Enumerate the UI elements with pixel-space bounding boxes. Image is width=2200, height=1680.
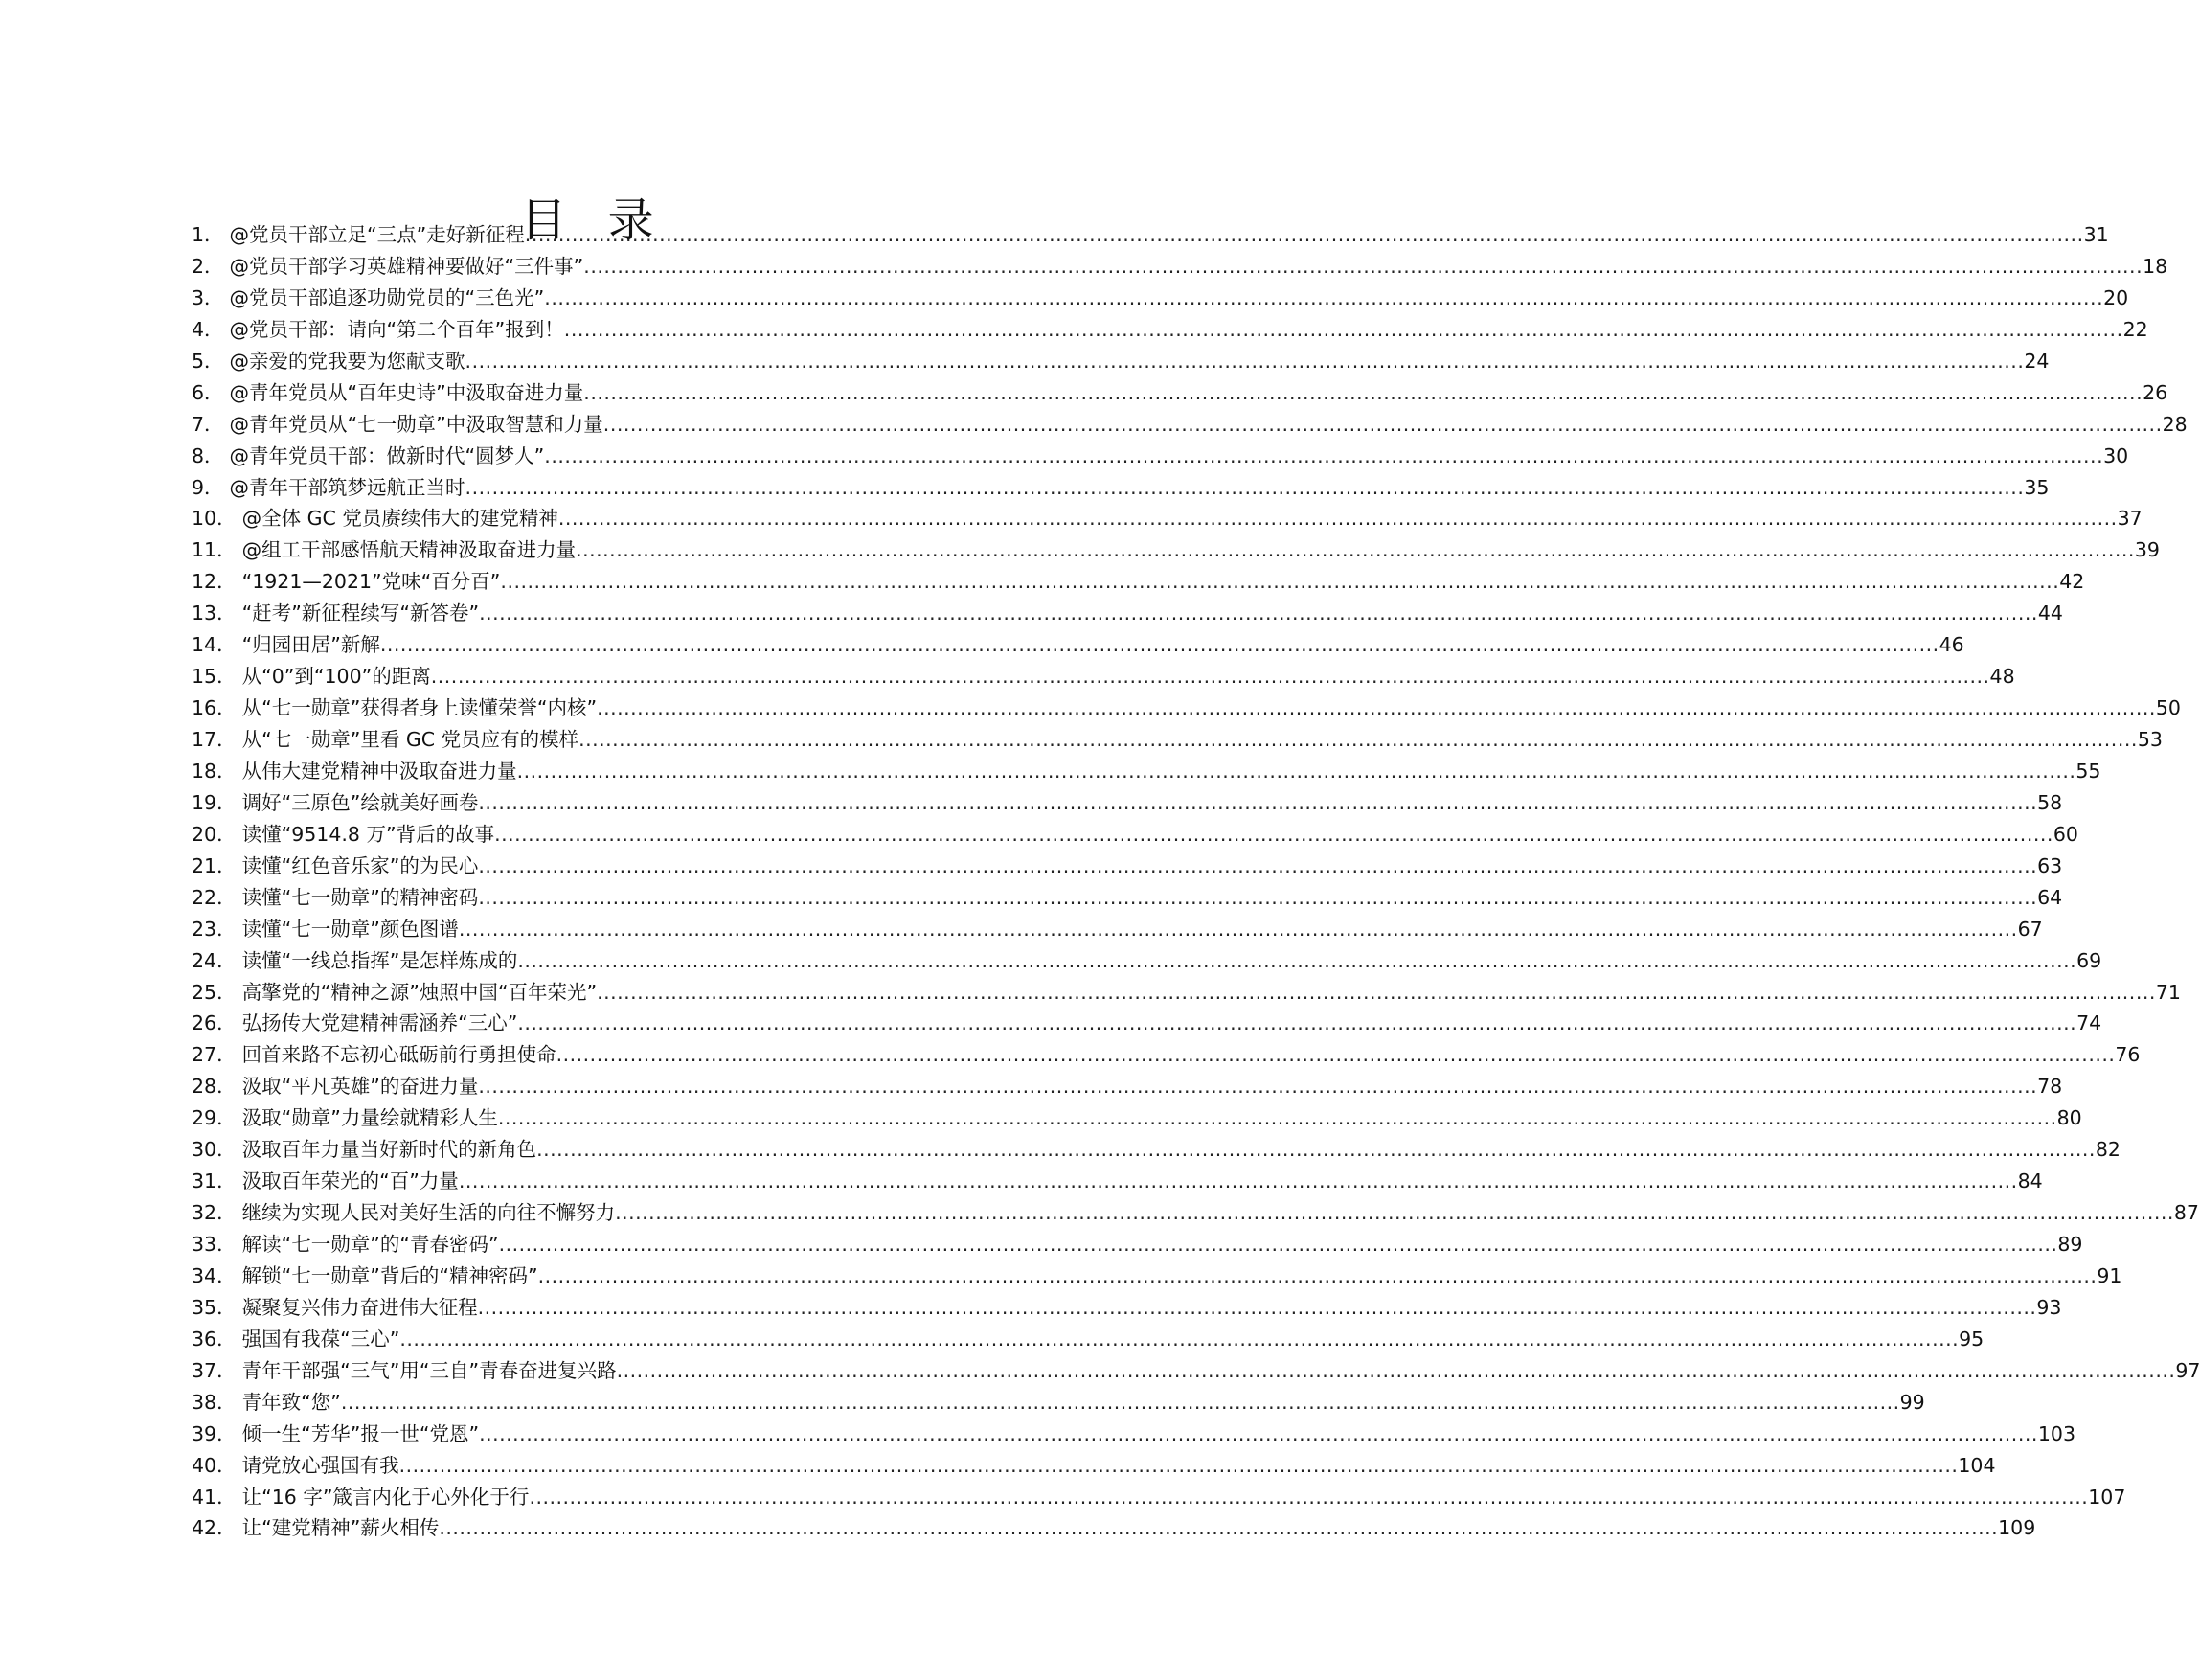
toc-entry-title: 青年干部强“三气”用“三自”青春奋进复兴路 — [241, 1358, 617, 1382]
toc-dot-leader — [583, 251, 2143, 283]
toc-entry[interactable] — [192, 503, 2143, 534]
toc-entry-page-number: 50 — [2155, 696, 2181, 720]
toc-entry-page-number: 99 — [1899, 1390, 1925, 1414]
toc-dot-leader — [538, 1260, 2098, 1292]
toc-entry-title: 汲取百年荣光的“百”力量 — [241, 1169, 459, 1193]
toc-entry-title: @组工干部感悟航天精神汲取奋进力量 — [241, 538, 577, 562]
toc-entry[interactable] — [192, 724, 2163, 756]
toc-entry-title: 调好“三原色”绘就美好画卷 — [241, 790, 479, 814]
toc-entry-page-number: 42 — [2059, 570, 2085, 594]
toc-dot-leader — [536, 1134, 2096, 1166]
toc-entry-number: 27． — [192, 1043, 237, 1067]
toc-entry-page-number: 67 — [2017, 917, 2043, 941]
toc-entry-title: @党员干部追逐功勋党员的“三色光” — [229, 285, 545, 309]
toc-entry-page-number: 48 — [1989, 665, 2015, 689]
toc-entry-title: “1921—2021”党味“百分百” — [241, 570, 501, 594]
toc-entry-page-number: 64 — [2037, 885, 2063, 909]
toc-dot-leader — [500, 566, 2059, 598]
toc-entry[interactable] — [192, 819, 2078, 851]
toc-entry-number: 30． — [192, 1138, 237, 1162]
toc-dot-leader — [556, 1039, 2116, 1071]
toc-entry-number: 40． — [192, 1453, 237, 1477]
toc-entry-page-number: 74 — [2076, 1011, 2102, 1035]
toc-entry-page-number: 80 — [2056, 1106, 2082, 1130]
toc-entry-title: @青年党员从“七一勋章”中汲取智慧和力量 — [229, 412, 603, 436]
toc-entry[interactable] — [192, 1134, 2121, 1166]
toc-entry-number: 24． — [192, 948, 237, 972]
toc-entry-page-number: 31 — [2083, 223, 2109, 246]
toc-dot-leader — [479, 598, 2038, 629]
toc-entry-page-number: 95 — [1959, 1327, 1985, 1351]
toc-entry[interactable] — [192, 1482, 2126, 1513]
toc-entry-page-number: 91 — [2097, 1263, 2122, 1287]
toc-dot-leader — [529, 1482, 2088, 1513]
toc-entry-number: 41． — [192, 1485, 237, 1509]
toc-entry-number: 3． — [192, 285, 224, 309]
toc-entry-page-number: 46 — [1939, 633, 1964, 657]
toc-entry-number: 1． — [192, 223, 224, 246]
toc-entry-number: 37． — [192, 1358, 237, 1382]
toc-entry-title: @党员干部立足“三点”走好新征程 — [229, 223, 525, 246]
toc-entry-title: 汲取“勋章”力量绘就精彩人生 — [241, 1106, 498, 1130]
toc-entry-number: 31． — [192, 1169, 237, 1193]
toc-entry[interactable] — [192, 377, 2168, 409]
toc-entry-page-number: 60 — [2053, 822, 2078, 846]
toc-entry-page-number: 87 — [2173, 1201, 2199, 1225]
toc-entry-title: 高擎党的“精神之源”烛照中国“百年荣光” — [241, 980, 598, 1004]
toc-entry-number: 35． — [192, 1295, 237, 1319]
toc-dot-leader — [399, 1450, 1959, 1482]
toc-dot-leader — [578, 724, 2138, 756]
toc-entry-page-number: 93 — [2036, 1295, 2062, 1319]
toc-dot-leader — [597, 977, 2156, 1009]
toc-dot-leader — [615, 1197, 2174, 1229]
toc-entry-number: 19． — [192, 790, 237, 814]
toc-entry-number: 42． — [192, 1516, 237, 1540]
toc-entry-page-number: 18 — [2143, 254, 2168, 278]
toc-entry-title: 汲取“平凡英雄”的奋进力量 — [241, 1075, 479, 1099]
toc-entry[interactable] — [192, 1355, 2200, 1387]
toc-entry[interactable] — [192, 219, 2109, 251]
toc-entry-number: 17． — [192, 728, 237, 751]
toc-entry-title: 读懂“七一勋章”的精神密码 — [241, 885, 479, 909]
toc-entry-page-number: 44 — [2037, 602, 2063, 625]
toc-dot-leader — [517, 756, 2076, 787]
toc-entry[interactable] — [192, 1166, 2043, 1197]
toc-entry-number: 10． — [192, 507, 237, 531]
toc-entry-title: 让“建党精神”薪火相传 — [241, 1516, 440, 1540]
table-of-contents — [192, 219, 2200, 1544]
toc-dot-leader — [564, 314, 2123, 346]
toc-entry[interactable] — [192, 661, 2015, 692]
toc-entry-title: @党员干部：请向“第二个百年”报到！ — [229, 317, 564, 341]
toc-entry-number: 4． — [192, 317, 224, 341]
toc-entry-number: 20． — [192, 822, 237, 846]
toc-entry-number: 8． — [192, 443, 224, 467]
toc-entry[interactable] — [192, 566, 2085, 598]
toc-entry[interactable] — [192, 1419, 2076, 1450]
toc-entry-page-number: 109 — [1998, 1516, 2036, 1540]
toc-entry-title: 从“七一勋章”里看 GC 党员应有的模样 — [241, 728, 579, 751]
toc-entry-number: 28． — [192, 1075, 237, 1099]
toc-entry-number: 32． — [192, 1201, 237, 1225]
toc-entry[interactable] — [192, 1324, 1985, 1355]
toc-entry[interactable] — [192, 1260, 2122, 1292]
toc-entry[interactable] — [192, 1071, 2063, 1102]
toc-dot-leader — [544, 441, 2103, 472]
toc-entry-page-number: 97 — [2175, 1358, 2200, 1382]
toc-entry-page-number: 22 — [2122, 317, 2148, 341]
toc-dot-leader — [459, 914, 2018, 945]
toc-dot-leader — [478, 1292, 2037, 1324]
toc-dot-leader — [465, 346, 2025, 377]
toc-entry[interactable] — [192, 472, 2050, 504]
toc-entry-page-number: 103 — [2037, 1421, 2076, 1445]
toc-entry-number: 14． — [192, 633, 237, 657]
toc-entry-title: 从伟大建党精神中汲取奋进力量 — [241, 759, 517, 783]
toc-entry-page-number: 104 — [1958, 1453, 1996, 1477]
toc-entry-title: 读懂“七一勋章”颜色图谱 — [241, 917, 459, 941]
toc-entry[interactable] — [192, 346, 2050, 377]
toc-entry-number: 23． — [192, 917, 237, 941]
toc-entry-page-number: 53 — [2137, 728, 2163, 751]
toc-entry-number: 13． — [192, 602, 237, 625]
toc-entry-page-number: 55 — [2075, 759, 2101, 783]
toc-entry[interactable] — [192, 1387, 1925, 1419]
toc-entry[interactable] — [192, 283, 2129, 314]
toc-dot-leader — [478, 851, 2037, 882]
toc-entry-title: 弘扬传大党建精神需涵养“三心” — [241, 1011, 518, 1035]
page-title: 目 录 — [520, 193, 668, 248]
toc-dot-leader — [517, 945, 2076, 977]
toc-entry-number: 16． — [192, 696, 237, 720]
toc-entry[interactable] — [192, 534, 2160, 566]
toc-dot-leader — [525, 219, 2084, 251]
toc-dot-leader — [583, 377, 2143, 409]
toc-entry-page-number: 30 — [2103, 443, 2129, 467]
toc-dot-leader — [603, 409, 2163, 441]
toc-entry[interactable] — [192, 629, 1964, 661]
toc-entry-number: 5． — [192, 349, 224, 373]
toc-entry-page-number: 107 — [2088, 1485, 2126, 1509]
toc-entry[interactable] — [192, 1008, 2102, 1039]
toc-dot-leader — [431, 661, 1990, 692]
toc-entry-title: 从“0”到“100”的距离 — [241, 665, 431, 689]
toc-dot-leader — [478, 787, 2037, 819]
toc-entry-number: 34． — [192, 1263, 237, 1287]
toc-entry-number: 15． — [192, 665, 237, 689]
toc-entry-title: 读懂“一线总指挥”是怎样炼成的 — [241, 948, 518, 972]
toc-entry[interactable] — [192, 251, 2168, 283]
toc-entry[interactable] — [192, 756, 2101, 787]
toc-entry-title: 请党放心强国有我 — [241, 1453, 399, 1477]
toc-dot-leader — [341, 1387, 1900, 1419]
toc-entry[interactable] — [192, 945, 2102, 977]
toc-entry-page-number: 78 — [2037, 1075, 2063, 1099]
toc-dot-leader — [544, 283, 2103, 314]
toc-entry[interactable] — [192, 1197, 2199, 1229]
toc-entry-page-number: 82 — [2095, 1138, 2121, 1162]
toc-entry-page-number: 71 — [2155, 980, 2181, 1004]
toc-dot-leader — [558, 503, 2118, 534]
toc-entry[interactable] — [192, 692, 2181, 724]
toc-entry[interactable] — [192, 409, 2188, 441]
toc-entry-title: 倾一生“芳华”报一世“党恩” — [241, 1421, 480, 1445]
toc-entry-page-number: 28 — [2162, 412, 2188, 436]
toc-entry-page-number: 84 — [2017, 1169, 2043, 1193]
toc-entry-title: @党员干部学习英雄精神要做好“三件事” — [229, 254, 584, 278]
toc-entry-title: @青年党员从“百年史诗”中汲取奋进力量 — [229, 380, 584, 404]
toc-entry-number: 7． — [192, 412, 224, 436]
toc-entry[interactable] — [192, 598, 2063, 629]
toc-entry[interactable] — [192, 851, 2063, 882]
toc-entry-title: 青年致“您” — [241, 1390, 341, 1414]
toc-entry-number: 38． — [192, 1390, 237, 1414]
toc-dot-leader — [399, 1324, 1959, 1355]
toc-dot-leader — [494, 819, 2053, 851]
toc-entry[interactable] — [192, 314, 2148, 346]
toc-entry-title: @青年干部筑梦远航正当时 — [229, 475, 465, 499]
toc-entry-number: 2． — [192, 254, 224, 278]
toc-entry-title: 继续为实现人民对美好生活的向往不懈努力 — [241, 1201, 616, 1225]
toc-entry-title: “赶考”新征程续写“新答卷” — [241, 602, 480, 625]
toc-entry-number: 11． — [192, 538, 237, 562]
toc-entry-page-number: 63 — [2037, 853, 2063, 877]
toc-entry[interactable] — [192, 787, 2063, 819]
toc-entry-number: 18． — [192, 759, 237, 783]
toc-entry-title: 从“七一勋章”获得者身上读懂荣誉“内核” — [241, 696, 598, 720]
toc-entry-title: 凝聚复兴伟力奋进伟大征程 — [241, 1295, 478, 1319]
toc-entry-title: 回首来路不忘初心砥砺前行勇担使命 — [241, 1043, 556, 1067]
toc-entry-page-number: 69 — [2076, 948, 2102, 972]
toc-dot-leader — [498, 1102, 2057, 1134]
toc-entry-number: 29． — [192, 1106, 237, 1130]
toc-entry[interactable] — [192, 914, 2043, 945]
toc-dot-leader — [499, 1229, 2058, 1260]
toc-entry-number: 33． — [192, 1233, 237, 1256]
toc-dot-leader — [380, 629, 1939, 661]
toc-dot-leader — [479, 1419, 2038, 1450]
toc-dot-leader — [478, 882, 2037, 914]
toc-entry-title: “归园田居”新解 — [241, 633, 380, 657]
toc-entry-title: 解锁“七一勋章”背后的“精神密码” — [241, 1263, 538, 1287]
toc-entry[interactable] — [192, 977, 2181, 1009]
toc-dot-leader — [478, 1071, 2037, 1102]
toc-dot-leader — [617, 1355, 2176, 1387]
toc-dot-leader — [517, 1008, 2076, 1039]
toc-entry-number: 25． — [192, 980, 237, 1004]
toc-entry-page-number: 24 — [2024, 349, 2050, 373]
toc-entry[interactable] — [192, 882, 2063, 914]
toc-dot-leader — [576, 534, 2135, 566]
toc-entry-number: 39． — [192, 1421, 237, 1445]
toc-entry[interactable] — [192, 1229, 2083, 1260]
toc-entry[interactable] — [192, 441, 2129, 472]
toc-entry-number: 21． — [192, 853, 237, 877]
toc-entry-page-number: 37 — [2117, 507, 2143, 531]
toc-entry-title: 让“16 字”箴言内化于心外化于行 — [241, 1485, 530, 1509]
toc-entry-title: @青年党员干部：做新时代“圆梦人” — [229, 443, 545, 467]
toc-dot-leader — [439, 1512, 1998, 1544]
toc-dot-leader — [459, 1166, 2018, 1197]
toc-dot-leader — [597, 692, 2156, 724]
toc-entry-page-number: 39 — [2134, 538, 2160, 562]
toc-entry[interactable] — [192, 1450, 1996, 1482]
toc-entry-number: 36． — [192, 1327, 237, 1351]
toc-entry-title: 解读“七一勋章”的“青春密码” — [241, 1233, 499, 1256]
toc-entry[interactable] — [192, 1039, 2141, 1071]
toc-entry-number: 22． — [192, 885, 237, 909]
toc-entry-title: 强国有我葆“三心” — [241, 1327, 400, 1351]
toc-entry-title: 汲取百年力量当好新时代的新角色 — [241, 1138, 537, 1162]
toc-entry-page-number: 58 — [2037, 790, 2063, 814]
toc-entry-title: 读懂“9514.8 万”背后的故事 — [241, 822, 495, 846]
toc-entry[interactable] — [192, 1292, 2062, 1324]
toc-entry-title: 读懂“红色音乐家”的为民心 — [241, 853, 479, 877]
toc-entry-number: 12． — [192, 570, 237, 594]
toc-entry-page-number: 89 — [2057, 1233, 2083, 1256]
toc-entry-page-number: 26 — [2143, 380, 2168, 404]
toc-entry[interactable] — [192, 1102, 2082, 1134]
toc-entry-number: 9． — [192, 475, 224, 499]
toc-entry-number: 6． — [192, 380, 224, 404]
toc-dot-leader — [465, 472, 2025, 504]
toc-entry-title: @全体 GC 党员赓续伟大的建党精神 — [241, 507, 558, 531]
toc-entry-page-number: 20 — [2103, 285, 2129, 309]
toc-entry-page-number: 35 — [2024, 475, 2050, 499]
toc-entry-number: 26． — [192, 1011, 237, 1035]
toc-entry[interactable] — [192, 1512, 2036, 1544]
toc-entry-page-number: 76 — [2115, 1043, 2141, 1067]
toc-entry-title: @亲爱的党我要为您献支歌 — [229, 349, 465, 373]
